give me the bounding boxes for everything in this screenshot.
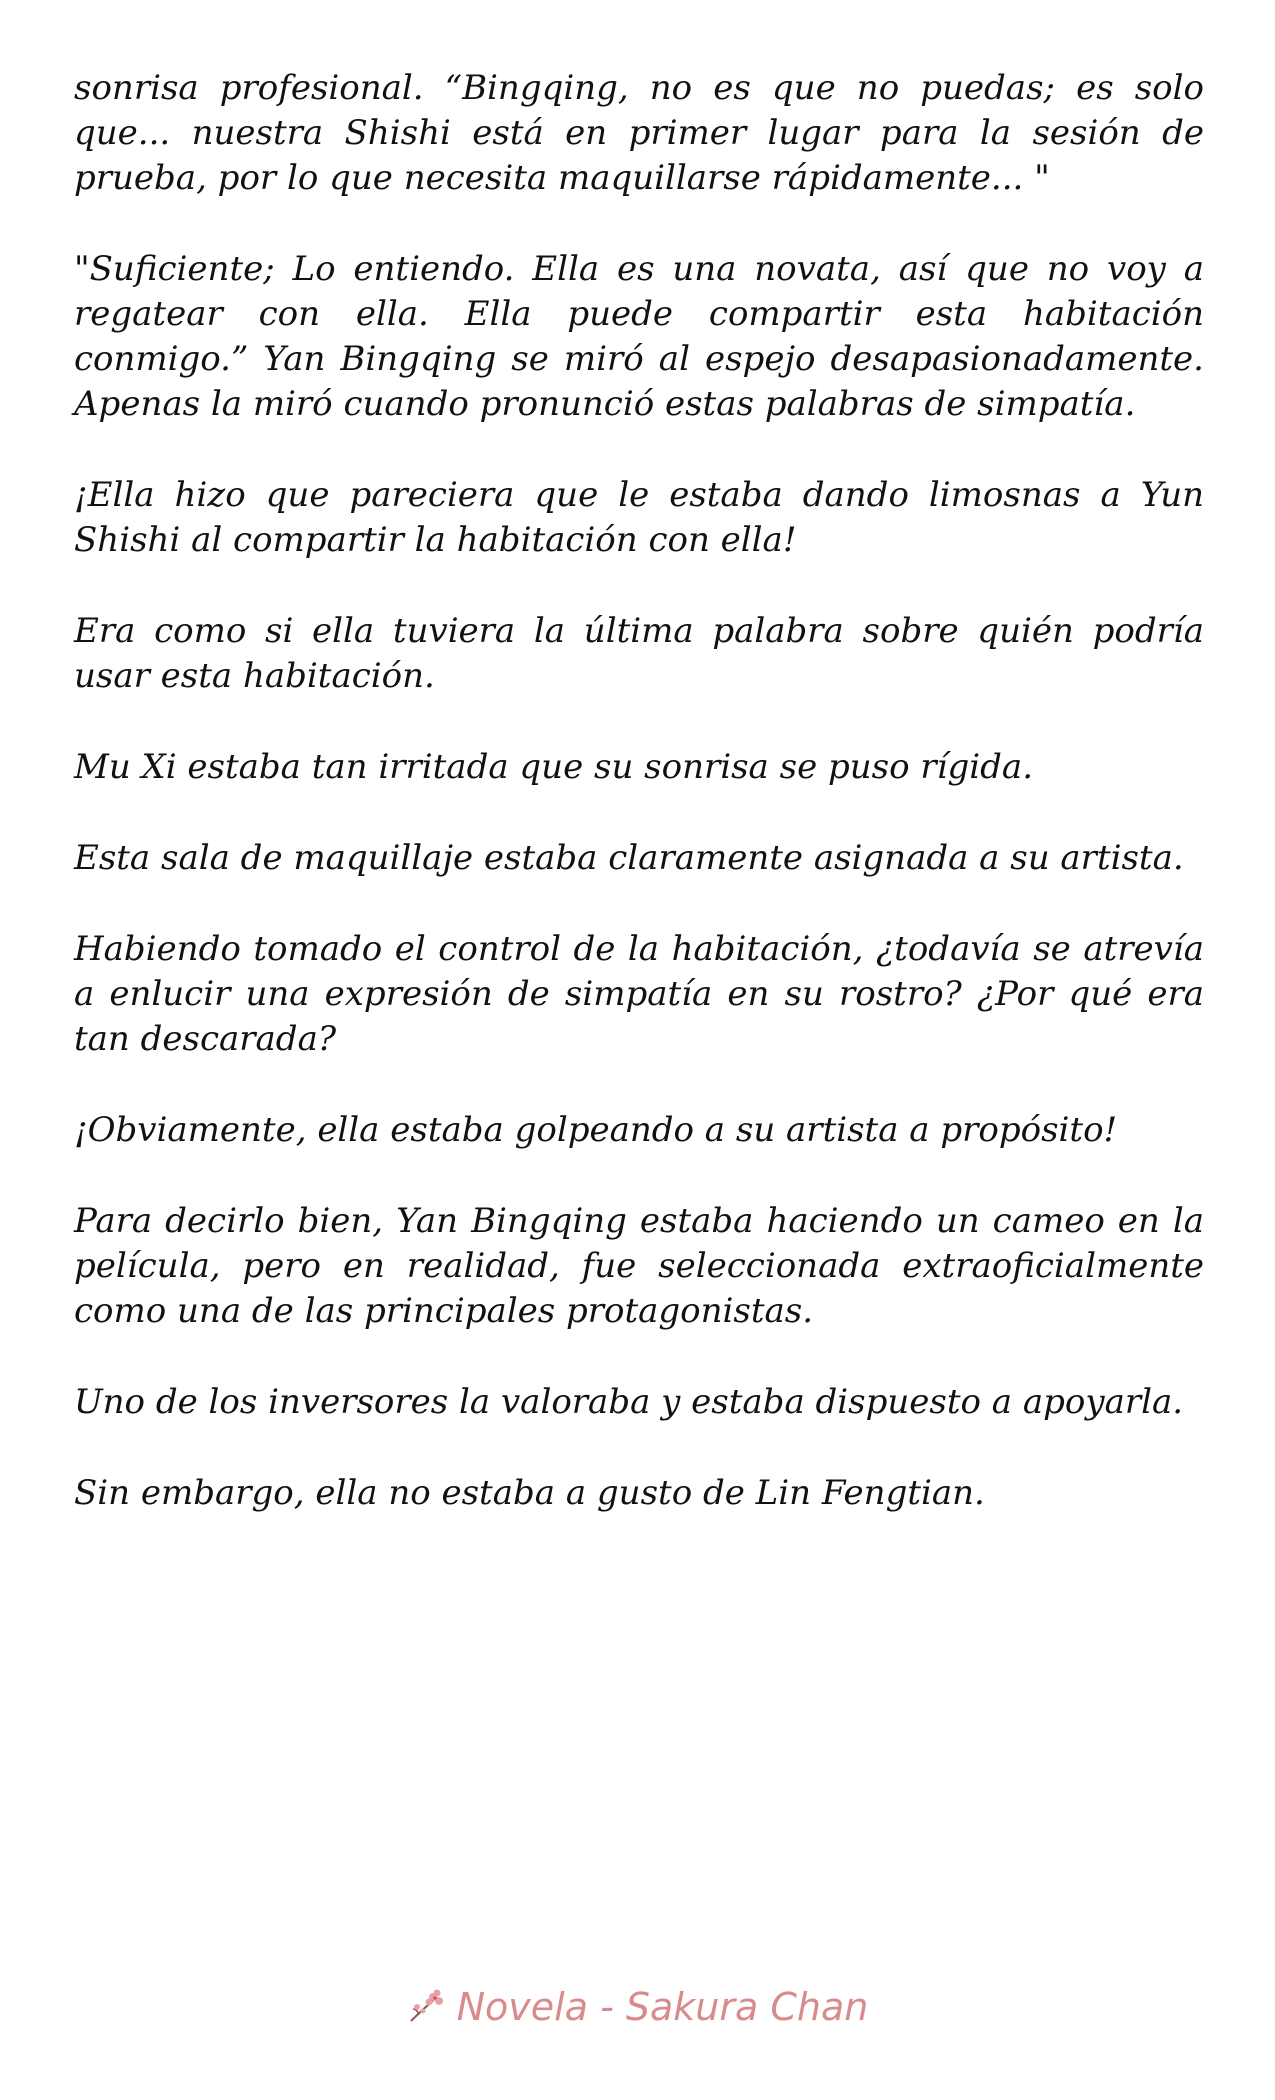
paragraph: sonrisa profesional. “Bingqing, no es que no puedas; es solo que... nuestra Shishi está en primer lugar para la sesión de prueba, por lo que necesita maquillarse rápidamente... ": [74, 68, 1204, 198]
paragraph: Uno de los inversores la valoraba y estaba dispuesto a apoyarla.: [74, 1382, 1184, 1422]
paragraph: Esta sala de maquillaje estaba claramente asignada a su artista.: [74, 838, 1184, 878]
paragraph: Sin embargo, ella no estaba a gusto de Lin Fengtian.: [74, 1473, 985, 1513]
paragraph: ¡Obviamente, ella estaba golpeando a su artista a propósito!: [74, 1110, 1118, 1150]
paragraph: ¡Ella hizo que pareciera que le estaba dando limosnas a Yun Shishi al compartir la habitación con ella!: [74, 475, 1204, 560]
paragraph: Era como si ella tuviera la última palabra sobre quién podría usar esta habitación.: [74, 611, 1204, 696]
paragraph: Mu Xi estaba tan irritada que su sonrisa se puso rígida.: [74, 747, 1034, 787]
footer-text: Novela - Sakura Chan: [456, 1985, 869, 2029]
document-body: [74, 66, 1204, 1562]
paragraph: Habiendo tomado el control de la habitación, ¿todavía se atrevía a enlucir una expresión de simpatía en su rostro? ¿Por qué era tan descarada?: [74, 929, 1204, 1059]
footer-watermark: [0, 1985, 1275, 2034]
paragraph: "Suficiente; Lo entiendo. Ella es una novata, así que no voy a regatear con ella. Ella puede compartir esta habitación conmigo.” Yan Bingqing se miró al espejo desapasionadamente. Apenas la miró cuando pronunció estas palabras de simpatía.: [74, 249, 1204, 424]
sakura-blossom-icon: [407, 1989, 447, 2025]
paragraph: Para decirlo bien, Yan Bingqing estaba haciendo un cameo en la película, pero en realidad, fue seleccionada extraoficialmente como una de las principales protagonistas.: [74, 1201, 1204, 1331]
